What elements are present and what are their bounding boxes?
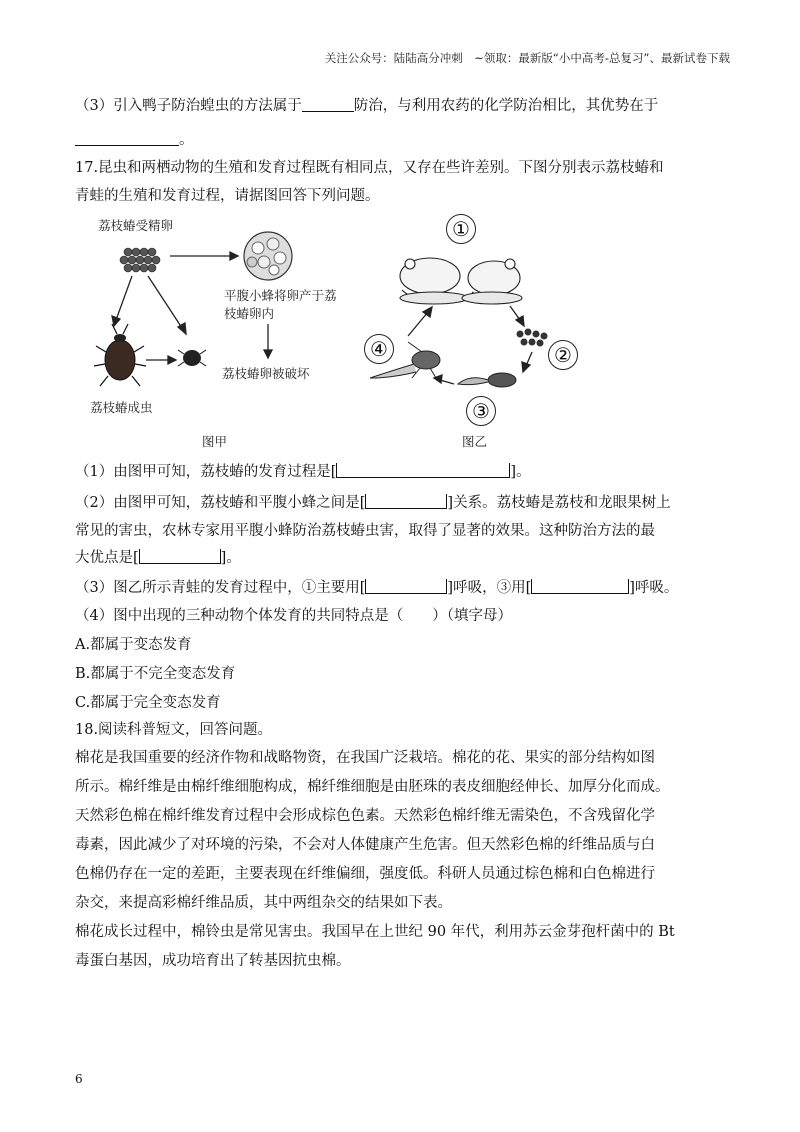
arrow-icon — [170, 252, 238, 260]
answer-box[interactable] — [365, 579, 447, 594]
q18-paragraph1-line4: 毒素，因此减少了对环境的污染，不会对人体健康产生危害。但天然彩色棉的纤维品质与白 — [75, 837, 655, 853]
q18-title: 18.阅读科普短文，回答问题。 — [75, 722, 273, 738]
answer-box[interactable] — [139, 549, 221, 564]
stage-number-4: ④ — [364, 334, 394, 364]
arrow-icon — [434, 375, 454, 384]
magnified-eggs-icon — [244, 232, 292, 280]
answer-blank[interactable] — [75, 130, 179, 146]
arrow-icon — [408, 307, 432, 336]
q17-sub4: （4）图中出现的三种动物个体发育的共同特点是（ ）（填字母） — [75, 608, 512, 624]
q16-part3: （3）引入鸭子防治蝗虫的方法属于 防治，与利用农药的化学防治相比，其优势在于 — [75, 98, 659, 114]
page-header: 关注公众号：陆陆高分冲刺 ~领取：最新版“小中高考-总复习”、最新试卷下载 — [324, 51, 730, 65]
stage-number-3: ③ — [466, 396, 496, 426]
stink-bug-adult-icon — [94, 324, 146, 386]
frog-eggs-icon — [517, 329, 548, 347]
stage-number-2: ② — [548, 340, 578, 370]
figure-yi-caption: 图乙 — [462, 434, 488, 449]
stage-number-1: ① — [446, 214, 476, 244]
arrow-icon — [264, 324, 272, 358]
wasp-label-line2: 枝蝽卵内 — [224, 306, 275, 321]
destroyed-label: 荔枝蝽卵被破坏 — [222, 366, 310, 381]
answer-box[interactable] — [336, 463, 510, 478]
egg-label: 荔枝蝽受精卵 — [98, 218, 174, 233]
q17-sub1: （1）由图甲可知，荔枝蝽的发育过程是[ ]。 — [75, 464, 531, 480]
wasp-label-line1: 平腹小蜂将卵产于荔 — [224, 288, 337, 303]
q18-paragraph1-line6: 杂交，来提高彩棉纤维品质，其中两组杂交的结果如下表。 — [75, 895, 452, 911]
q17-option-b: B.都属于不完全变态发育 — [75, 666, 236, 682]
answer-box[interactable] — [365, 494, 447, 509]
q18-paragraph1-line2: 所示。棉纤维是由棉纤维细胞构成，棉纤维细胞是由胚珠的表皮细胞经伸长、加厚分化而成。 — [75, 779, 670, 795]
q17-sub2: （2）由图甲可知，荔枝蝽和平腹小蜂之间是[ ]关系。荔枝蝽是荔枝和龙眼果树上 — [75, 495, 671, 511]
adult-label: 荔枝蝽成虫 — [90, 400, 153, 415]
answer-blank[interactable] — [302, 96, 354, 112]
arrow-icon — [522, 352, 532, 372]
q18-paragraph2-line1: 棉花成长过程中，棉铃虫是常见害虫。我国早在上世纪 90 年代，利用苏云金芽孢杆菌中的 Bt — [75, 924, 675, 940]
q18-paragraph1-line3: 天然彩色棉在棉纤维发育过程中会形成棕色色素。天然彩色棉纤维无需染色，不含残留化学 — [75, 808, 655, 824]
q18-paragraph1-line5: 色棉仍存在一定的差距，主要表现在纤维偏细，强度低。科研人员通过棕色棉和白色棉进行 — [75, 866, 655, 882]
q17-option-c: C.都属于完全变态发育 — [75, 695, 221, 711]
figure-jia-caption: 图甲 — [202, 434, 228, 449]
answer-box[interactable] — [531, 579, 629, 594]
q18-paragraph1-line1: 棉花是我国重要的经济作物和战略物资，在我国广泛栽培。棉花的花、果实的部分结构如图 — [75, 750, 655, 766]
q17-sub3: （3）图乙所示青蛙的发育过程中，①主要用[ ]呼吸，③用[ ]呼吸。 — [75, 580, 679, 596]
figure-drawing — [90, 212, 610, 454]
q18-paragraph2-line2: 毒蛋白基因，成功培育出了转基因抗虫棉。 — [75, 953, 351, 969]
stink-bug-nymph-icon — [178, 350, 206, 366]
q17-figure — [90, 212, 610, 454]
adult-frogs-icon — [400, 258, 522, 304]
q17-sub2-line2: 常见的害虫，农林专家用平腹小蜂防治荔枝蝽虫害，取得了显著的效果。这种防治方法的最 — [75, 523, 655, 539]
q17-intro-line1: 17.昆虫和两栖动物的生殖和发育过程既有相同点，又存在些许差别。下图分别表示荔枝蝽和 — [75, 160, 664, 176]
q17-intro-line2: 青蛙的生殖和发育过程，请据图回答下列问题。 — [75, 188, 380, 204]
egg-cluster-icon — [120, 248, 160, 272]
q17-sub2-line3: 大优点是[ ]。 — [75, 550, 241, 566]
q17-option-a: A.都属于变态发育 — [75, 637, 192, 653]
q16-part3-line2: 。 — [75, 130, 194, 150]
tadpole-icon — [458, 373, 516, 387]
arrow-icon — [510, 306, 524, 326]
page-number: 6 — [75, 1072, 83, 1086]
